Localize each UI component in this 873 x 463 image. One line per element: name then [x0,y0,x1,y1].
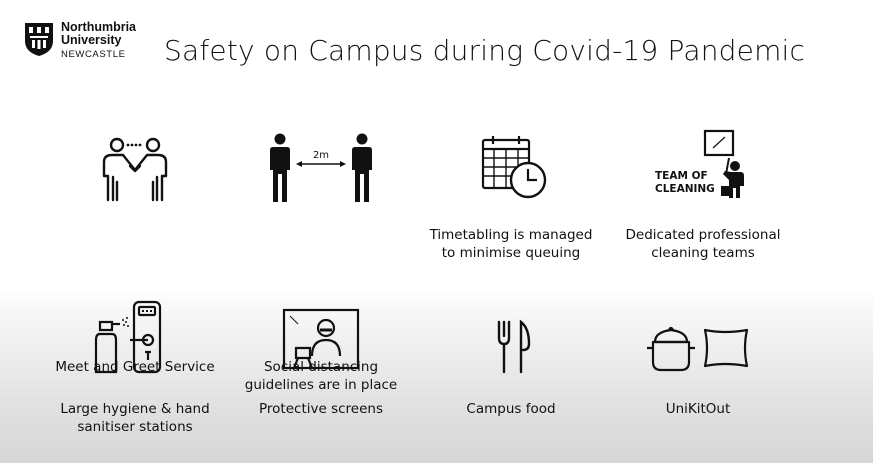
tile-caption: Large hygiene & hand sanitiser stations [60,401,210,435]
badge-line-1: TEAM OF [655,170,708,182]
tile-social-distancing [231,132,411,393]
tile-campus-food [421,318,601,417]
page-title: Safety on Campus during Covid-19 Pandemic [164,34,806,67]
tile-caption: Protective screens [259,401,383,417]
tile-caption: UniKitOut [665,401,731,417]
tile-timetabling [421,134,601,261]
tile-caption: Campus food [466,401,556,417]
tile-caption: Timetabling is managed to minimise queuing [429,227,593,261]
meet-greet-icon [90,132,180,204]
tile-meet-greet [45,132,225,375]
timetable-clock-icon [471,134,551,200]
logo-line-2: University [61,33,122,47]
protective-screen-icon [276,308,366,374]
logo-line-3: NEWCASTLE [61,49,126,60]
distance-label: 2m [312,150,330,161]
pot-pillow-icon [643,322,763,374]
tile-unikitout [613,322,793,417]
cutlery-icon [471,318,551,376]
sanitiser-door-icon [90,300,180,376]
tile-caption: Dedicated professional cleaning teams [625,227,781,261]
cleaning-team-icon [653,128,753,200]
badge-line-2: CLEANING [655,183,715,195]
social-distance-icon [266,132,376,204]
tile-sanitiser [45,300,225,435]
crest-icon [24,21,54,57]
university-logo [24,21,136,61]
tile-caption: Meet and Greet Service [55,359,215,375]
tile-cleaning [613,128,793,261]
logo-line-1: Northumbria [61,20,136,34]
tile-caption: Social distancing guidelines are in place [244,359,398,393]
